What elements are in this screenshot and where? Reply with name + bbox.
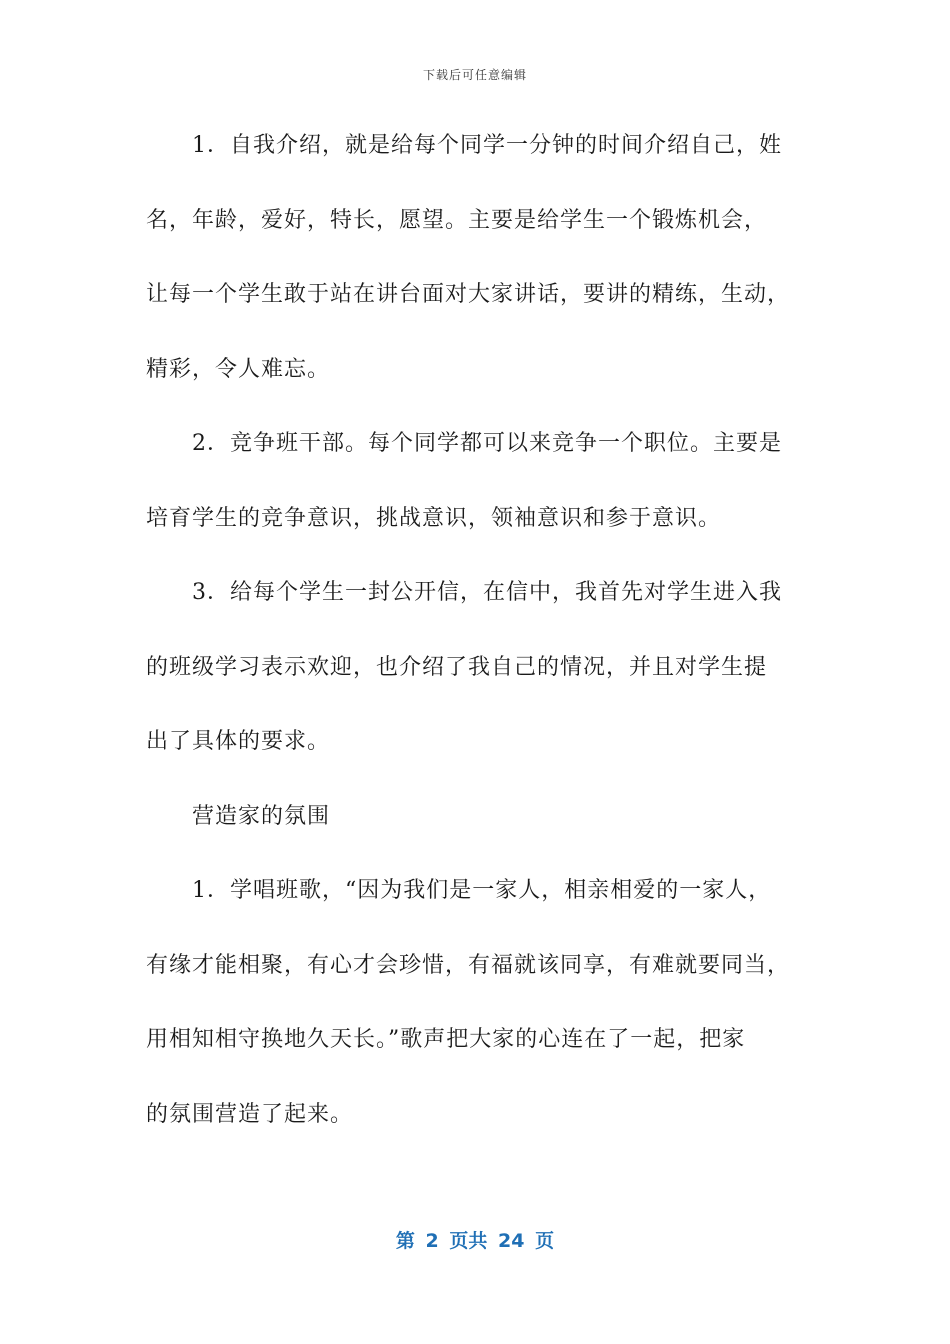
body-line-5: 2．竞争班干部。每个同学都可以来竞争一个职位。主要是 (192, 431, 782, 456)
body-line-11: 1．学唱班歌，“因为我们是一家人，相亲相爱的一家人， (192, 878, 772, 903)
body-line-7: 3．给每个学生一封公开信，在信中，我首先对学生进入我 (192, 580, 782, 605)
footer-prefix: 第 (395, 1230, 415, 1252)
footer-suffix: 页 (535, 1230, 555, 1252)
body-line-9: 出了具体的要求。 (146, 729, 331, 754)
body-line-8: 的班级学习表示欢迎，也介绍了我自己的情况，并且对学生提 (146, 654, 768, 680)
body-line-6: 培育学生的竞争意识，挑战意识，领袖意识和参于意识。 (146, 505, 722, 531)
footer-total-pages: 24 (498, 1230, 525, 1252)
body-line-14: 的氛围营造了起来。 (146, 1101, 354, 1127)
document-body (146, 120, 806, 1163)
body-line-13: 用相知相守换地久天长。”歌声把大家的心连在了一起，把家 (146, 1027, 746, 1052)
body-line-1: 1．自我介绍，就是给每个同学一分钟的时间介绍自己，姓 (192, 133, 782, 158)
page-header-note: 下载后可任意编辑 (422, 68, 527, 82)
body-line-12: 有缘才能相聚，有心才会珍惜，有福就该同享，有难就要同当， (146, 952, 791, 978)
footer-middle: 页共 (449, 1230, 488, 1252)
body-line-3: 让每一个学生敢于站在讲台面对大家讲话，要讲的精练，生动， (146, 282, 791, 307)
body-line-2: 名，年龄，爱好，特长，愿望。主要是给学生一个锻炼机会， (146, 207, 768, 233)
footer-current-page: 2 (425, 1230, 439, 1252)
body-line-4: 精彩，令人难忘。 (146, 356, 331, 382)
page-footer (0, 1226, 950, 1253)
section-heading: 营造家的氛围 (192, 803, 331, 829)
